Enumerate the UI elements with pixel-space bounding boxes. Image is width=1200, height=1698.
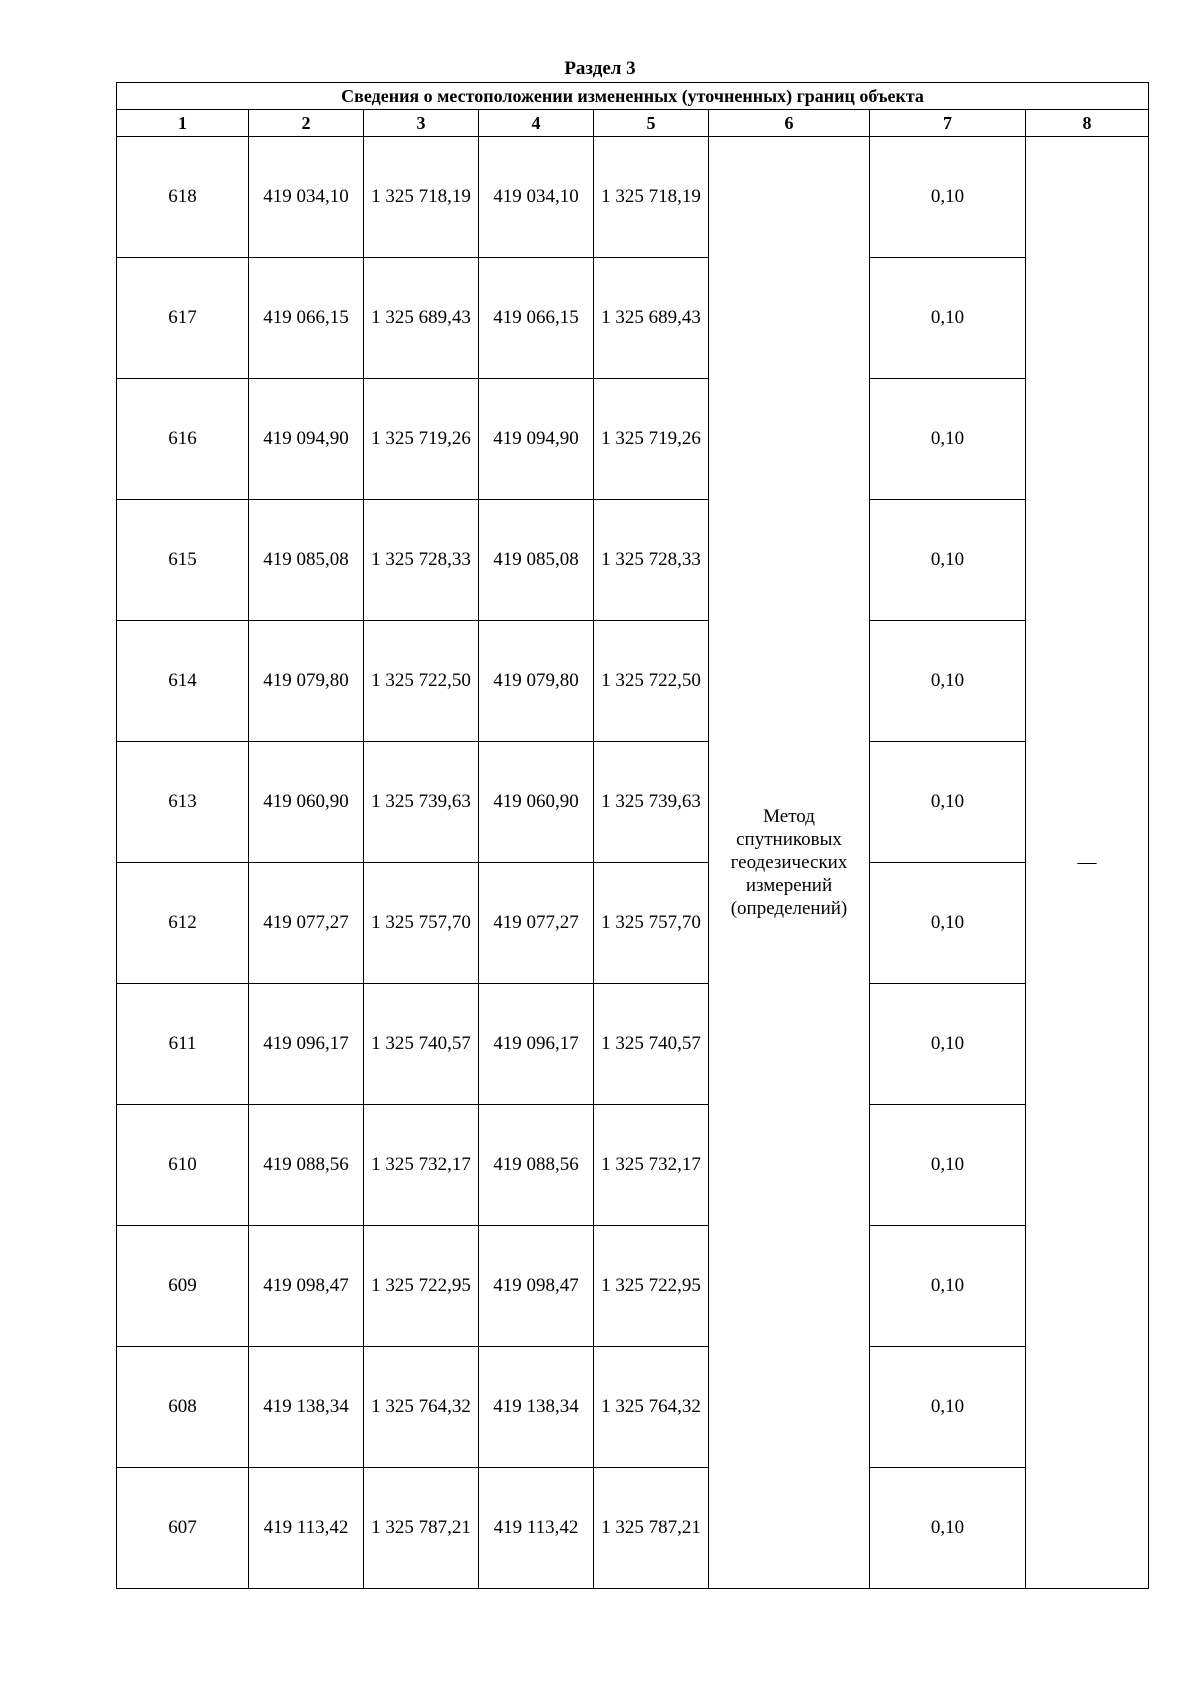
x-new-cell: 419 094,90 (479, 379, 594, 500)
x-old-cell: 419 088,56 (249, 1105, 364, 1226)
table-row (117, 258, 1149, 379)
y-old-cell: 1 325 740,57 (364, 984, 479, 1105)
y-new-cell: 1 325 719,26 (594, 379, 709, 500)
table-row (117, 500, 1149, 621)
column-number-row (117, 110, 1149, 137)
method-text-line: геодезических (730, 852, 848, 873)
column-header: 8 (1026, 110, 1149, 137)
precision-cell: 0,10 (870, 1105, 1026, 1226)
x-old-cell: 419 066,15 (249, 258, 364, 379)
y-old-cell: 1 325 722,95 (364, 1226, 479, 1347)
y-new-cell: 1 325 739,63 (594, 742, 709, 863)
point-number: 612 (117, 863, 249, 984)
x-old-cell: 419 094,90 (249, 379, 364, 500)
point-number: 608 (117, 1347, 249, 1468)
precision-cell: 0,10 (870, 863, 1026, 984)
table-body (117, 137, 1149, 1589)
section-title: Раздел 3 (564, 58, 636, 79)
x-new-cell: 419 034,10 (479, 137, 594, 258)
table-row (117, 137, 1149, 258)
table-row (117, 1468, 1149, 1589)
x-new-cell: 419 098,47 (479, 1226, 594, 1347)
precision-cell: 0,10 (870, 1347, 1026, 1468)
y-old-cell: 1 325 689,43 (364, 258, 479, 379)
point-number: 613 (117, 742, 249, 863)
point-number: 618 (117, 137, 249, 258)
column-header: 3 (364, 110, 479, 137)
table-row (117, 742, 1149, 863)
column-header: 7 (870, 110, 1026, 137)
x-new-cell: 419 096,17 (479, 984, 594, 1105)
method-cell (709, 137, 870, 1589)
precision-cell: 0,10 (870, 379, 1026, 500)
method-text-line: спутниковых (736, 829, 842, 850)
y-old-cell: 1 325 728,33 (364, 500, 479, 621)
precision-cell: 0,10 (870, 621, 1026, 742)
x-old-cell: 419 034,10 (249, 137, 364, 258)
point-number: 616 (117, 379, 249, 500)
method-text-line: (определений) (730, 898, 848, 919)
y-old-cell: 1 325 787,21 (364, 1468, 479, 1589)
y-old-cell: 1 325 739,63 (364, 742, 479, 863)
precision-cell: 0,10 (870, 258, 1026, 379)
x-new-cell: 419 085,08 (479, 500, 594, 621)
x-old-cell: 419 079,80 (249, 621, 364, 742)
point-number: 614 (117, 621, 249, 742)
y-new-cell: 1 325 728,33 (594, 500, 709, 621)
x-old-cell: 419 138,34 (249, 1347, 364, 1468)
x-old-cell: 419 077,27 (249, 863, 364, 984)
table-row (117, 1347, 1149, 1468)
y-new-cell: 1 325 764,32 (594, 1347, 709, 1468)
y-old-cell: 1 325 757,70 (364, 863, 479, 984)
precision-cell: 0,10 (870, 500, 1026, 621)
precision-cell: 0,10 (870, 1468, 1026, 1589)
table-row (117, 984, 1149, 1105)
column-header: 1 (117, 110, 249, 137)
point-number: 609 (117, 1226, 249, 1347)
x-old-cell: 419 098,47 (249, 1226, 364, 1347)
y-new-cell: 1 325 787,21 (594, 1468, 709, 1589)
point-number: 617 (117, 258, 249, 379)
y-old-cell: 1 325 722,50 (364, 621, 479, 742)
x-old-cell: 419 060,90 (249, 742, 364, 863)
x-new-cell: 419 088,56 (479, 1105, 594, 1226)
table-row (117, 1226, 1149, 1347)
x-new-cell: 419 113,42 (479, 1468, 594, 1589)
precision-cell: 0,10 (870, 984, 1026, 1105)
point-number: 607 (117, 1468, 249, 1589)
y-old-cell: 1 325 719,26 (364, 379, 479, 500)
table-row (117, 379, 1149, 500)
x-old-cell: 419 085,08 (249, 500, 364, 621)
y-new-cell: 1 325 757,70 (594, 863, 709, 984)
boundary-coordinates-table (116, 82, 1149, 1589)
table-row (117, 621, 1149, 742)
y-new-cell: 1 325 740,57 (594, 984, 709, 1105)
column-header: 5 (594, 110, 709, 137)
y-new-cell: 1 325 689,43 (594, 258, 709, 379)
x-new-cell: 419 138,34 (479, 1347, 594, 1468)
y-new-cell: 1 325 732,17 (594, 1105, 709, 1226)
y-new-cell: 1 325 722,50 (594, 621, 709, 742)
table-title: Сведения о местоположении измененных (уточненных) границ объекта (117, 83, 1149, 110)
table-row (117, 1105, 1149, 1226)
column-header: 2 (249, 110, 364, 137)
method-text-line: Метод (763, 806, 815, 827)
point-number: 611 (117, 984, 249, 1105)
y-new-cell: 1 325 722,95 (594, 1226, 709, 1347)
x-new-cell: 419 066,15 (479, 258, 594, 379)
table-row (117, 863, 1149, 984)
x-old-cell: 419 113,42 (249, 1468, 364, 1589)
y-old-cell: 1 325 732,17 (364, 1105, 479, 1226)
y-old-cell: 1 325 764,32 (364, 1347, 479, 1468)
x-old-cell: 419 096,17 (249, 984, 364, 1105)
x-new-cell: 419 079,80 (479, 621, 594, 742)
precision-cell: 0,10 (870, 137, 1026, 258)
x-new-cell: 419 060,90 (479, 742, 594, 863)
column-header: 4 (479, 110, 594, 137)
precision-cell: 0,10 (870, 742, 1026, 863)
precision-cell: 0,10 (870, 1226, 1026, 1347)
point-number: 615 (117, 500, 249, 621)
column-header: 6 (709, 110, 870, 137)
method-text-line: измерений (745, 875, 833, 896)
y-new-cell: 1 325 718,19 (594, 137, 709, 258)
column8-cell: — (1026, 137, 1149, 1589)
x-new-cell: 419 077,27 (479, 863, 594, 984)
point-number: 610 (117, 1105, 249, 1226)
y-old-cell: 1 325 718,19 (364, 137, 479, 258)
